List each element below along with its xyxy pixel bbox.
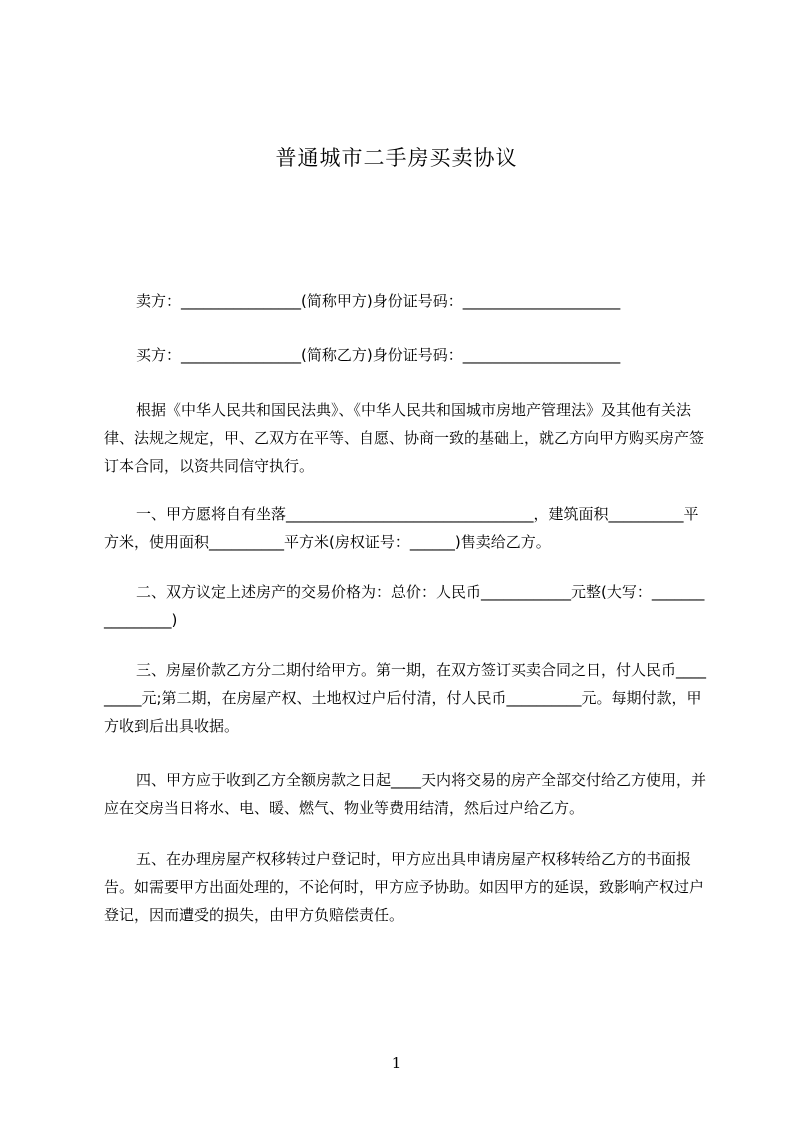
page-number: 1 [391, 1054, 402, 1072]
seller-line: 卖方：________________(简称甲方)身份证号码：_____________________ [136, 292, 621, 310]
document-title: 普通城市二手房买卖协议 [275, 146, 518, 170]
clause-1-paragraph: 一、甲方愿将自有坐落_________________________________，建筑面积__________平方米，使用面积__________平方米(房权证号：______)售卖给乙方。 [104, 505, 699, 551]
clause-3-paragraph: 三、房屋价款乙方分二期付给甲方。第一期，在双方签订买卖合同之日，付人民币_________元;第二期，在房屋产权、土地权过户后付清，付人民币__________元。每期付款，甲方收到后出具收据。 [104, 661, 707, 735]
clause-4-paragraph: 四、甲方应于收到乙方全额房款之日起____天内将交易的房产全部交付给乙方使用，并应在交房当日将水、电、暖、燃气、物业等费用结清，然后过户给乙方。 [104, 771, 707, 817]
preamble-paragraph: 根据《中华人民共和国民法典》、《中华人民共和国城市房地产管理法》及其他有关法律、法规之规定，甲、乙双方在平等、自愿、协商一致的基础上，就乙方向甲方购买房产签订本合同，以资共同信守执行。 [104, 401, 705, 475]
clause-5-paragraph: 五、在办理房屋产权移转过户登记时，甲方应出具申请房屋产权移转给乙方的书面报告。如需要甲方出面处理的，不论何时，甲方应予协助。如因甲方的延误，致影响产权过户登记，因而遭受的损失，由甲方负赔偿责任。 [104, 850, 705, 924]
buyer-line: 买方：________________(简称乙方)身份证号码：_____________________ [136, 346, 621, 364]
clause-2-paragraph: 二、双方议定上述房产的交易价格为：总价：人民币____________元整(大写：________________) [104, 583, 705, 629]
